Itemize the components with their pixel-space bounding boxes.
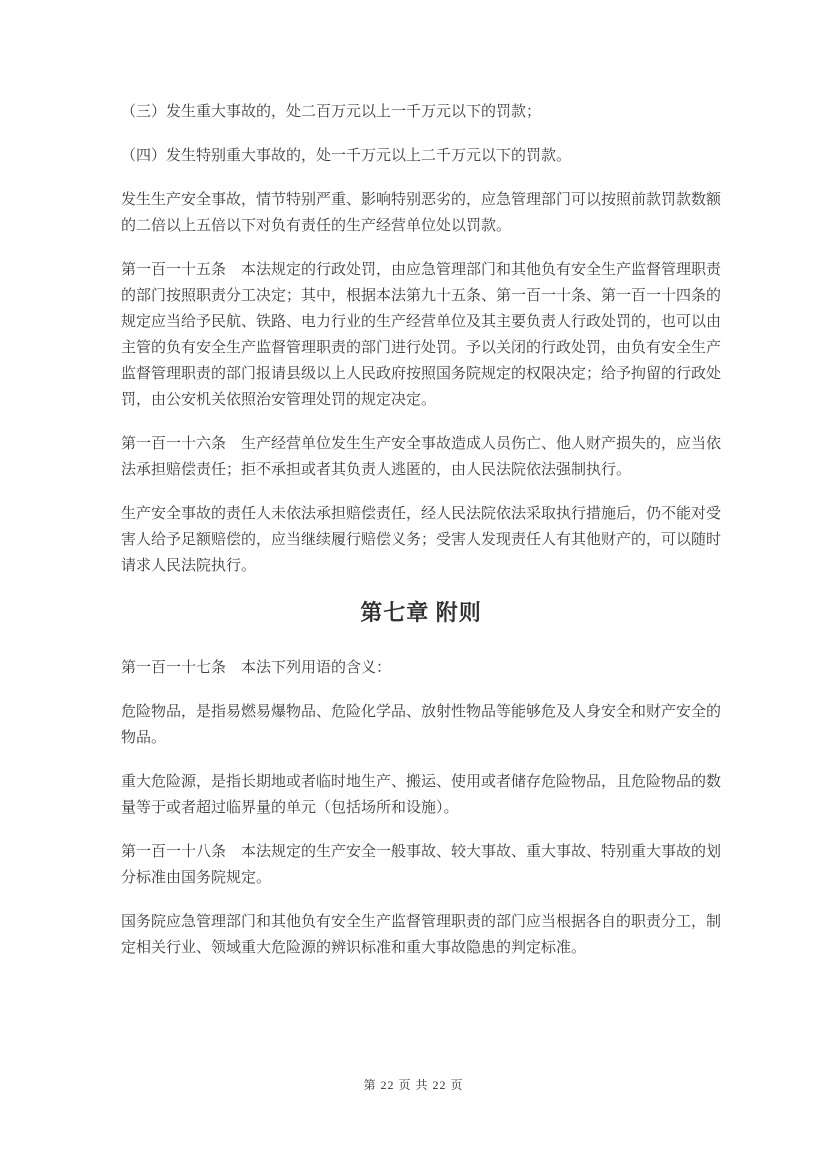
page-number-label: 第 22 页 共 22 页 <box>363 1078 464 1092</box>
paragraph-item-4-fine: （四）发生特别重大事故的，处一千万元以上二千万元以下的罚款。 <box>121 148 572 164</box>
paragraph-article-115: 第一百一十五条 本法规定的行政处罚，由应急管理部门和其他负有安全生产监督管理职责的部门按照职责分工决定；其中，根据本法第九十五条、第一百一十条、第一百一十四条的规定应当给予民航、铁路、电力行业的生产经营单位及其主要负责人行政处罚的，也可以由主管的负有安全生产监督管理职责的部门进行处罚。予以关闭的行政处罚，由负有安全生产监督管理职责的部门报请县级以上人民政府按照国务院规定的权限决定；给予拘留的行政处罚，由公安机关依照治安管理处罚的规定决定。 <box>121 262 722 408</box>
chapter-7-heading: 第七章 附则 <box>360 600 482 625</box>
paragraph-article-117: 第一百一十七条 本法下列用语的含义： <box>121 660 392 676</box>
paragraph-major-hazard-definition: 重大危险源，是指长期地或者临时地生产、搬运、使用或者储存危险物品，且危险物品的数量等于或者超过临界量的单元（包括场所和设施）。 <box>121 774 722 816</box>
document-body <box>121 99 721 979</box>
paragraph-article-116: 第一百一十六条 生产经营单位发生生产安全事故造成人员伤亡、他人财产损失的，应当依法承担赔偿责任；拒不承担或者其负责人逃匿的，由人民法院依法强制执行。 <box>121 436 722 478</box>
page-footer <box>0 1076 827 1093</box>
paragraph-item-3-fine: （三）发生重大事故的，处二百万元以上一千万元以下的罚款； <box>121 104 542 120</box>
paragraph-article-118: 第一百一十八条 本法规定的生产安全一般事故、较大事故、重大事故、特别重大事故的划分标准由国务院规定。 <box>121 844 722 886</box>
paragraph-state-council-standards: 国务院应急管理部门和其他负有安全生产监督管理职责的部门应当根据各自的职责分工，制定相关行业、领域重大危险源的辨识标准和重大事故隐患的判定标准。 <box>121 914 722 956</box>
paragraph-dangerous-goods-definition: 危险物品，是指易燃易爆物品、危险化学品、放射性物品等能够危及人身安全和财产安全的物品。 <box>121 704 722 746</box>
paragraph-severe-penalty: 发生生产安全事故，情节特别严重、影响特别恶劣的，应急管理部门可以按照前款罚款数额的二倍以上五倍以下对负有责任的生产经营单位处以罚款。 <box>121 192 722 234</box>
paragraph-compensation: 生产安全事故的责任人未依法承担赔偿责任，经人民法院依法采取执行措施后，仍不能对受害人给予足额赔偿的，应当继续履行赔偿义务；受害人发现责任人有其他财产的，可以随时请求人民法院执行。 <box>121 506 722 574</box>
